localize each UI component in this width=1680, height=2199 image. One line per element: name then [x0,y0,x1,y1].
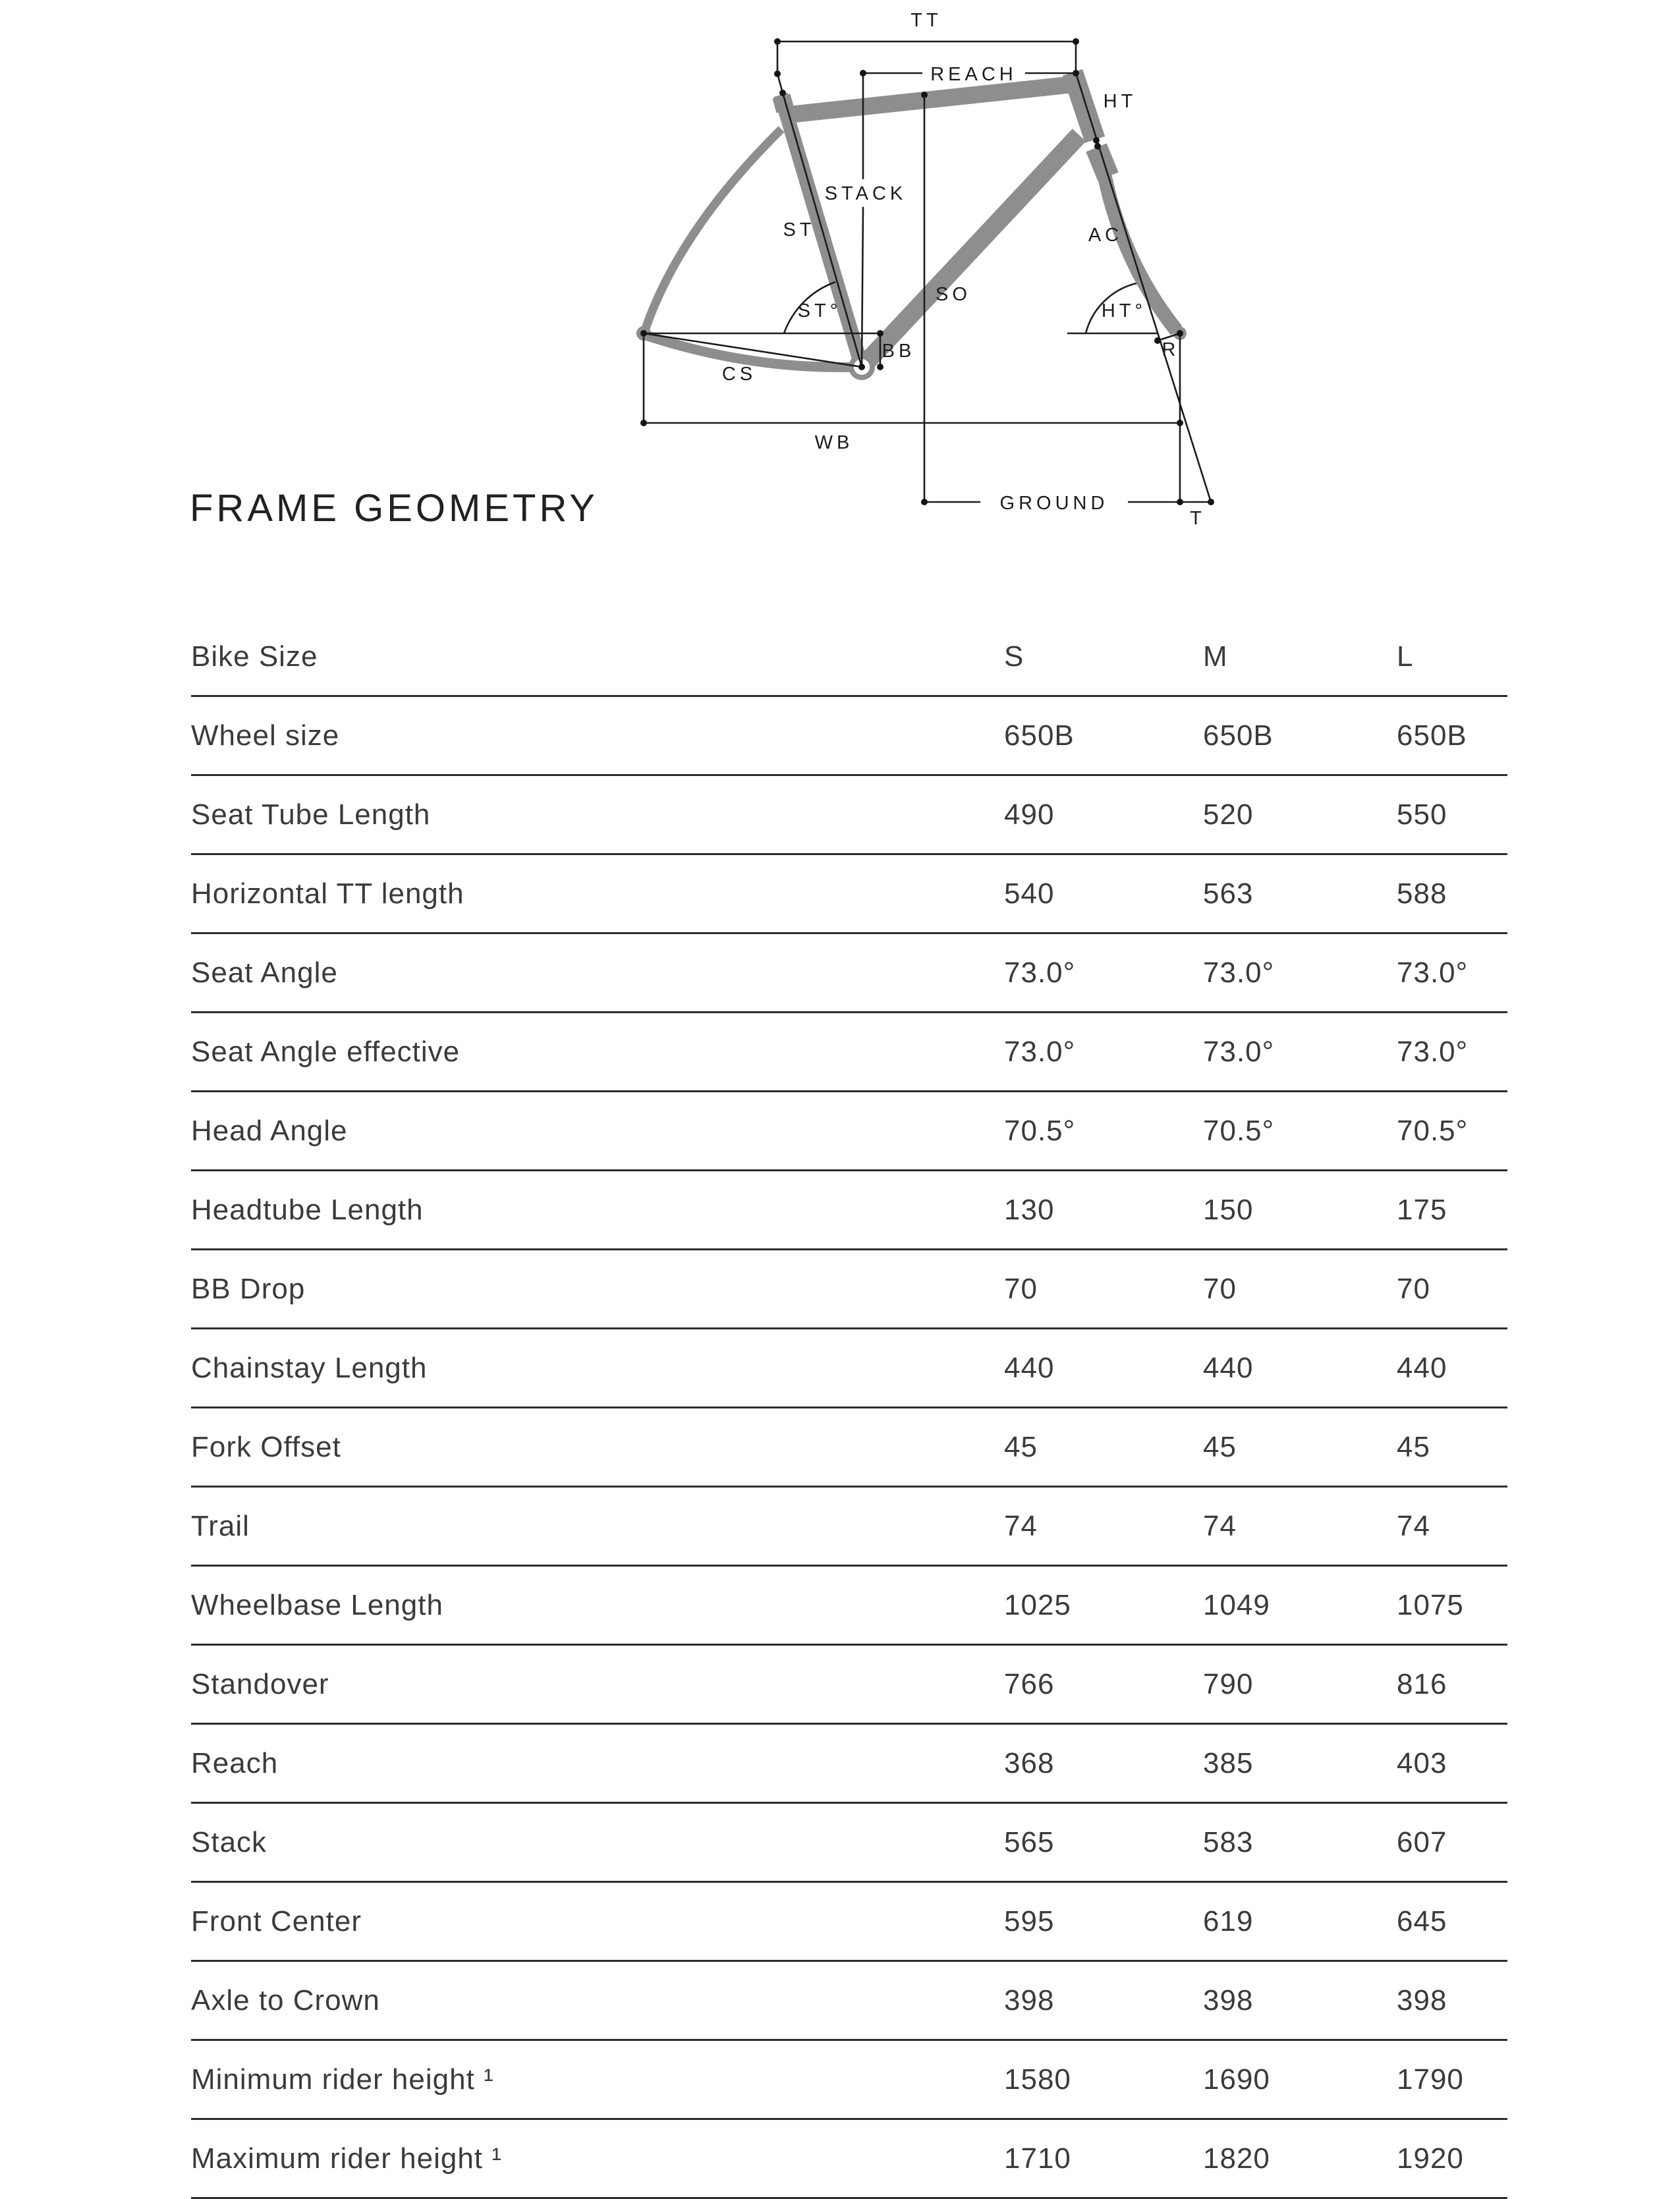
label-ground: GROUND [999,493,1109,514]
label-reach: REACH [930,64,1017,85]
value-m: 70 [1203,1272,1237,1305]
value-m: 150 [1203,1193,1254,1226]
value-s: 70.5° [1004,1114,1076,1147]
value-l: 607 [1397,1825,1447,1858]
value-l: 74 [1397,1509,1430,1542]
value-l: 1790 [1397,2063,1464,2096]
value-m: 45 [1203,1430,1237,1463]
row-label: Chainstay Length [191,1351,428,1384]
value-m: 520 [1203,798,1254,831]
value-s: 595 [1004,1905,1055,1937]
value-l: 550 [1397,798,1447,831]
row-label: Stack [191,1825,267,1858]
value-m: 73.0° [1203,1035,1275,1068]
value-s: 73.0° [1004,1035,1076,1068]
value-s: 490 [1004,798,1055,831]
value-m: 440 [1203,1351,1254,1384]
label-st-angle: ST° [797,300,842,321]
column-header-size-l: L [1397,640,1414,673]
row-label: Minimum rider height ¹ [191,2063,494,2096]
table-row [191,1488,1507,1567]
label-ht: HT [1103,91,1137,112]
value-l: 70.5° [1397,1114,1469,1147]
top-tube [789,84,1074,115]
table-row [191,1092,1507,1171]
row-label: Headtube Length [191,1193,424,1226]
value-l: 650B [1397,719,1467,752]
row-label: Trail [191,1509,250,1542]
value-s: 368 [1004,1746,1055,1779]
row-label: BB Drop [191,1272,306,1305]
table-row [191,1962,1507,2041]
value-l: 588 [1397,877,1447,910]
table-body [191,697,1507,2199]
value-s: 70 [1004,1272,1038,1305]
value-s: 45 [1004,1430,1038,1463]
table-row [191,1329,1507,1408]
table-row [191,2120,1507,2199]
value-m: 1049 [1203,1588,1270,1621]
value-m: 1820 [1203,2142,1270,2175]
label-st: ST [783,219,816,240]
value-m: 74 [1203,1509,1237,1542]
value-s: 650B [1004,719,1075,752]
label-wb: WB [814,432,854,453]
down-tube [866,135,1079,363]
page-title: FRAME GEOMETRY [190,487,598,530]
table-row [191,855,1507,934]
value-m: 73.0° [1203,956,1275,989]
column-header-size-m: M [1203,640,1228,673]
table-row [191,1250,1507,1329]
label-ht-angle: HT° [1101,300,1147,321]
table-row [191,1408,1507,1488]
row-label: Reach [191,1746,279,1779]
value-s: 766 [1004,1667,1055,1700]
value-m: 790 [1203,1667,1254,1700]
row-label: Front Center [191,1905,362,1937]
value-m: 619 [1203,1905,1254,1937]
row-label: Wheelbase Length [191,1588,443,1621]
label-t: T [1190,508,1206,529]
value-s: 73.0° [1004,956,1076,989]
value-l: 1920 [1397,2142,1464,2175]
geometry-table [191,618,1507,2199]
value-s: 440 [1004,1351,1055,1384]
value-m: 398 [1203,1984,1254,2017]
column-header-bike-size: Bike Size [191,640,318,673]
value-l: 70 [1397,1272,1430,1305]
value-l: 45 [1397,1430,1430,1463]
table-row [191,1567,1507,1646]
label-so: SO [936,284,971,305]
value-m: 563 [1203,877,1254,910]
value-l: 175 [1397,1193,1447,1226]
value-s: 540 [1004,877,1055,910]
table-row [191,934,1507,1013]
row-label: Maximum rider height ¹ [191,2142,502,2175]
row-label: Head Angle [191,1114,348,1147]
label-stack: STACK [824,183,907,204]
row-label: Fork Offset [191,1430,341,1463]
label-tt: TT [910,10,942,31]
value-l: 403 [1397,1746,1447,1779]
row-label: Standover [191,1667,329,1700]
value-m: 1690 [1203,2063,1270,2096]
value-l: 440 [1397,1351,1447,1384]
column-header-size-s: S [1004,640,1024,673]
value-m: 70.5° [1203,1114,1275,1147]
table-row [191,2041,1507,2120]
value-s: 1580 [1004,2063,1071,2096]
table-row [191,1013,1507,1092]
value-l: 1075 [1397,1588,1464,1621]
table-row [191,697,1507,776]
value-m: 583 [1203,1825,1254,1858]
value-l: 816 [1397,1667,1447,1700]
value-s: 1710 [1004,2142,1071,2175]
label-ac: AC [1088,225,1123,246]
value-s: 74 [1004,1509,1038,1542]
value-m: 385 [1203,1746,1254,1779]
value-l: 73.0° [1397,956,1469,989]
table-row [191,1804,1507,1883]
label-cs: CS [721,364,757,385]
table-row [191,1171,1507,1250]
head-tube [1073,72,1095,140]
value-l: 645 [1397,1905,1447,1937]
table-row [191,1725,1507,1804]
label-r: R [1162,339,1180,360]
value-m: 650B [1203,719,1274,752]
value-s: 130 [1004,1193,1055,1226]
table-row [191,776,1507,855]
seat-stay [644,129,781,332]
value-s: 1025 [1004,1588,1071,1621]
table-row [191,1883,1507,1962]
row-label: Seat Angle effective [191,1035,461,1068]
row-label: Horizontal TT length [191,877,464,910]
row-label: Wheel size [191,719,340,752]
value-s: 398 [1004,1984,1055,2017]
row-label: Seat Angle [191,956,338,989]
value-l: 73.0° [1397,1035,1469,1068]
table-header-row [191,618,1507,697]
value-s: 565 [1004,1825,1055,1858]
value-l: 398 [1397,1984,1447,2017]
chain-stay [644,335,858,367]
frame-geometry-diagram [0,0,1680,547]
label-bb: BB [882,341,916,362]
row-label: Axle to Crown [191,1984,380,2017]
table-row [191,1646,1507,1725]
row-label: Seat Tube Length [191,798,431,831]
